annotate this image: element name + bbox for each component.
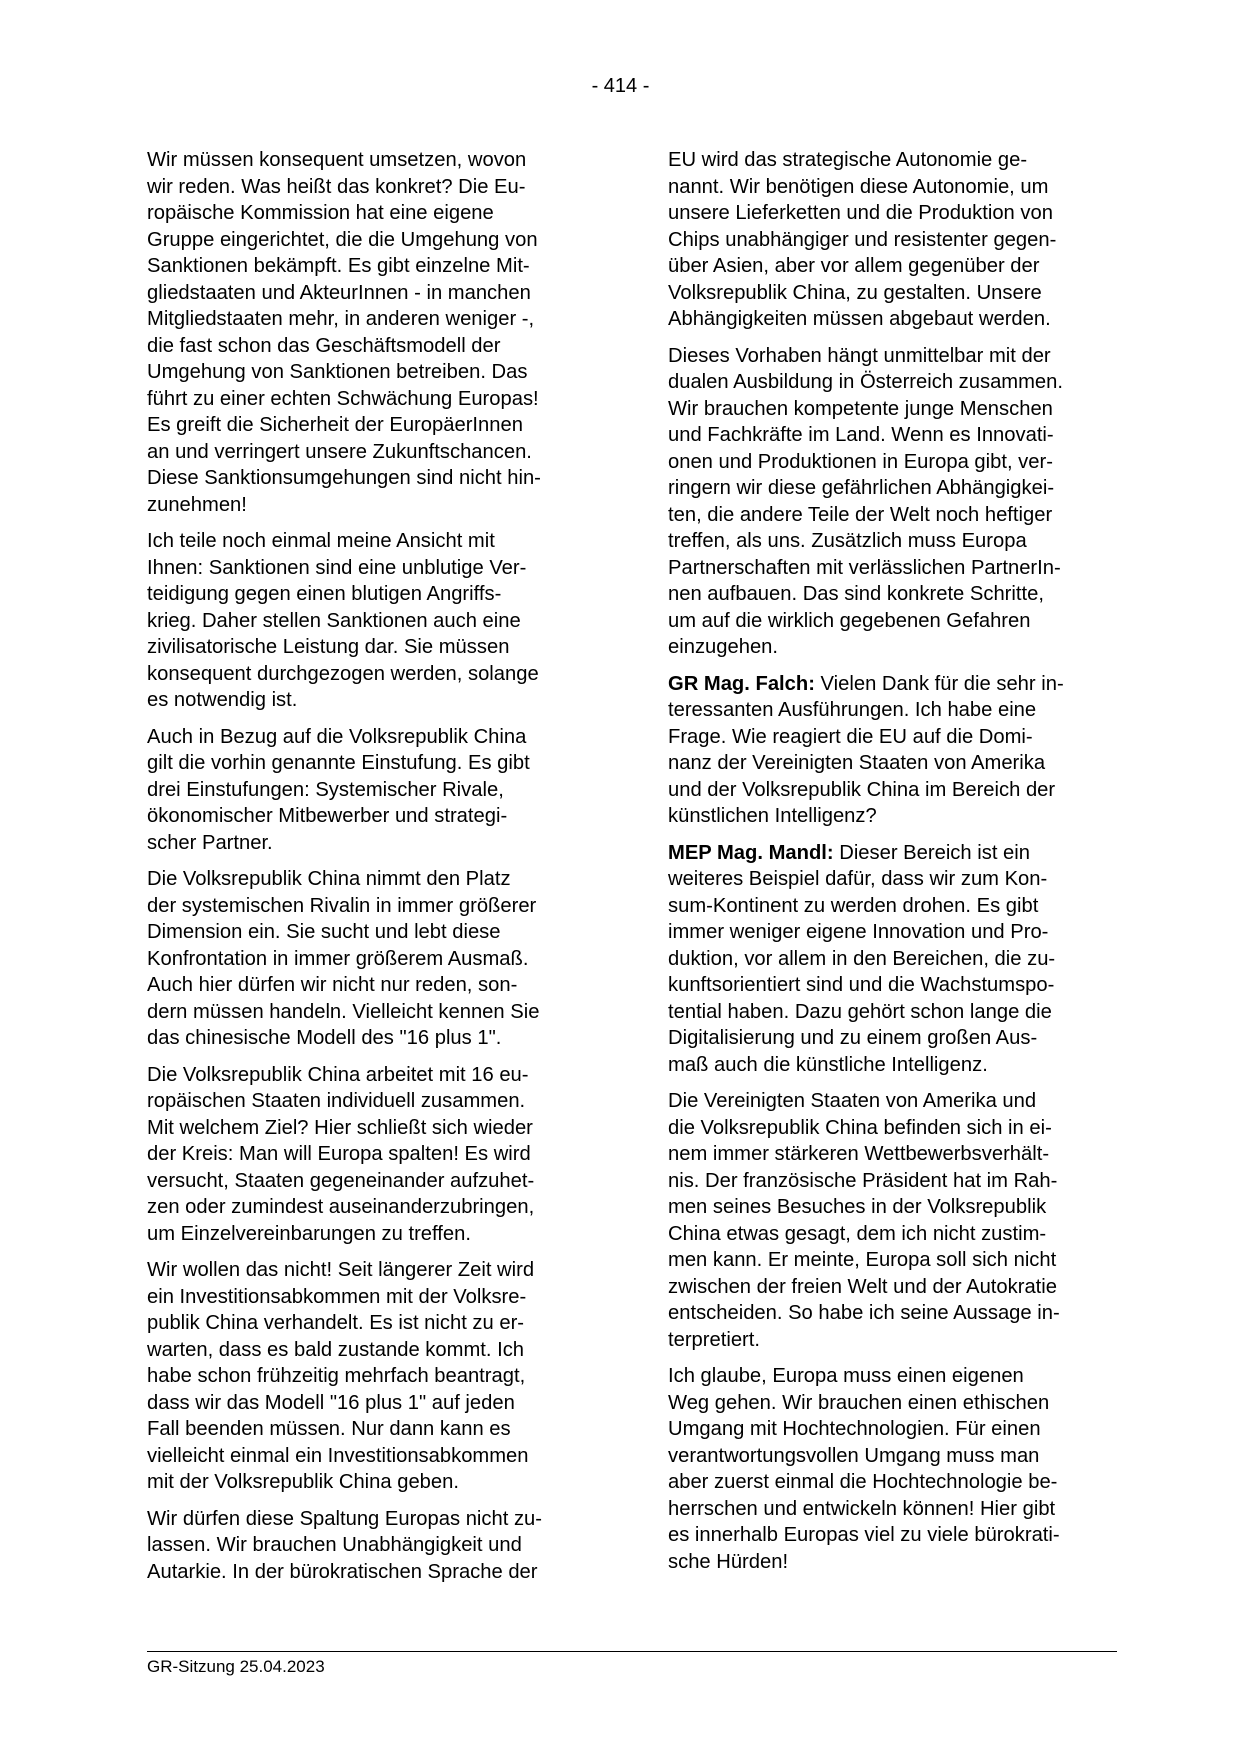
text-line: der systemischen Rivalin in immer größerer [147,894,537,917]
text-line: onen und Produktionen in Europa gibt, ver- [668,450,1053,473]
text-line: Die Volksrepublik China nimmt den Platz [147,868,511,890]
text-line: terpretiert. [668,1328,760,1351]
speaker-name: GR Mag. Falch: [668,672,815,695]
text-line: Umgehung von Sanktionen betreiben. Das [147,361,528,383]
text-line: Wir müssen konsequent umsetzen, wovon [147,149,527,171]
text-line: sche Hürden! [668,1550,789,1573]
text-line: men kann. Er meinte, Europa soll sich nicht [668,1249,1057,1271]
text-line: Wir dürfen diese Spaltung Europas nicht zu- [147,1507,542,1530]
text-line: Dieses Vorhaben hängt unmittelbar mit der [668,344,1051,367]
paragraph [147,866,600,1052]
text-line: und Fachkräfte im Land. Wenn es Innovati- [668,424,1054,446]
speech-text: Dieser Bereich ist ein [833,841,1030,864]
text-line: warten, dass es bald zustande kommt. Ich [147,1338,525,1361]
text-line: dualen Ausbildung in Österreich zusammen. [668,371,1063,393]
paragraph [668,343,1121,661]
text-line: verantwortungsvollen Umgang muss man [668,1444,1040,1467]
text-line: nannt. Wir benötigen diese Autonomie, um [668,175,1049,198]
text-line: teressanten Ausführungen. Ich habe eine [668,699,1037,721]
text-line: Ich glaube, Europa muss einen eigenen [668,1365,1024,1387]
text-line: unsere Lieferketten und die Produktion von [668,202,1053,224]
text-line: scher Partner. [147,831,273,854]
text-line: teidigung gegen einen blutigen Angriffs- [147,583,502,605]
text-line: die fast schon das Geschäftsmodell der [147,334,501,357]
text-line: zunehmen! [147,493,247,516]
text-line: zivilisatorische Leistung dar. Sie müssen [147,636,510,658]
text-line: Mit welchem Ziel? Hier schließt sich wieder [147,1116,533,1139]
text-line: künstlichen Intelligenz? [668,805,877,827]
text-line [668,840,1121,867]
text-line: herrschen und entwickeln können! Hier gibt [668,1497,1056,1520]
text-line: Ich teile noch einmal meine Ansicht mit [147,530,495,552]
text-line: gilt die vorhin genannte Einstufung. Es gibt [147,752,530,774]
paragraph [147,1062,600,1248]
text-line: Abhängigkeiten müssen abgebaut werden. [668,308,1051,330]
paragraph [147,147,600,518]
text-line: wir reden. Was heißt das konkret? Die Eu- [147,175,526,198]
text-line: Es greift die Sicherheit der EuropäerInnen [147,414,523,436]
text-line: Konfrontation in immer größerem Ausmaß. [147,947,529,970]
text-line: über Asien, aber vor allem gegenüber der [668,255,1040,277]
footer-divider [147,1651,1117,1652]
text-line: dern müssen handeln. Vielleicht kennen Sie [147,1000,540,1023]
text-line: tential haben. Dazu gehört schon lange die [668,1000,1052,1023]
text-line: Partnerschaften mit verlässlichen PartnerIn- [668,556,1061,579]
paragraph [668,147,1121,333]
text-line: weiteres Beispiel dafür, dass wir zum Kon- [668,868,1048,890]
paragraph [668,840,1121,1079]
paragraph [147,528,600,714]
paragraph [668,1363,1121,1575]
text-line: Weg gehen. Wir brauchen einen ethischen [668,1391,1050,1414]
right-column [668,147,1121,1585]
text-line: ein Investitionsabkommen mit der Volksre- [147,1285,527,1308]
text-line: publik China verhandelt. Es ist nicht zu er- [147,1312,525,1334]
text-line: ökonomischer Mitbewerber und strategi- [147,805,508,827]
text-line: Frage. Wie reagiert die EU auf die Domi- [668,725,1033,748]
text-line: nen aufbauen. Das sind konkrete Schritte, [668,583,1044,605]
text-line: Die Volksrepublik China arbeitet mit 16 eu- [147,1063,529,1086]
text-line: China etwas gesagt, dem ich nicht zustim- [668,1222,1047,1245]
speech-text: Vielen Dank für die sehr in- [814,672,1064,695]
text-line: und der Volksrepublik China im Bereich der [668,778,1056,801]
text-line: Wir brauchen kompetente junge Menschen [668,397,1053,420]
text-line: nis. Der französische Präsident hat im Rah- [668,1169,1058,1192]
paragraph [147,1257,600,1496]
text-line: krieg. Daher stellen Sanktionen auch eine [147,609,521,632]
text-line: Fall beenden müssen. Nur dann kann es [147,1418,511,1440]
text-line: Chips unabhängiger und resistenter gegen- [668,228,1057,251]
text-line: ringern wir diese gefährlichen Abhängigkei- [668,477,1055,499]
text-line [668,671,1121,698]
text-line: mit der Volksrepublik China geben. [147,1471,459,1493]
text-line: um auf die wirklich gegebenen Gefahren [668,609,1031,632]
text-line: versucht, Staaten gegeneinander aufzuhet- [147,1169,535,1192]
text-line: es notwendig ist. [147,689,298,711]
text-line: habe schon frühzeitig mehrfach beantragt, [147,1365,526,1387]
text-line: EU wird das strategische Autonomie ge- [668,149,1028,171]
text-line: Dimension ein. Sie sucht und lebt diese [147,921,501,943]
text-line: Mitgliedstaaten mehr, in anderen weniger -, [147,308,535,330]
text-line: Die Vereinigten Staaten von Amerika und [668,1090,1037,1112]
text-line: um Einzelvereinbarungen zu treffen. [147,1222,471,1245]
left-column [147,147,600,1595]
text-line: der Kreis: Man will Europa spalten! Es wird [147,1143,531,1165]
text-line: sum-Kontinent zu werden drohen. Es gibt [668,894,1039,917]
text-line: Wir wollen das nicht! Seit längerer Zeit wird [147,1259,535,1281]
paragraph [147,1506,600,1586]
text-line: Sanktionen bekämpft. Es gibt einzelne Mit- [147,255,530,277]
paragraph [668,1088,1121,1353]
text-line: Umgang mit Hochtechnologien. Für einen [668,1418,1041,1440]
text-line: dass wir das Modell "16 plus 1" auf jeden [147,1391,515,1414]
text-line: die Volksrepublik China befinden sich in ei- [668,1116,1052,1139]
text-line: entscheiden. So habe ich seine Aussage in- [668,1302,1060,1324]
paragraph [147,724,600,857]
text-line: Diese Sanktionsumgehungen sind nicht hin- [147,467,541,489]
text-line: treffen, als uns. Zusätzlich muss Europa [668,530,1027,552]
text-line: aber zuerst einmal die Hochtechnologie be- [668,1471,1058,1493]
text-line: Volksrepublik China, zu gestalten. Unsere [668,281,1042,304]
paragraph [668,671,1121,830]
text-line: einzugehen. [668,636,779,658]
text-line: gliedstaaten und AkteurInnen - in manchen [147,281,531,304]
text-line: das chinesische Modell des "16 plus 1". [147,1027,502,1049]
text-line: führt zu einer echten Schwächung Europas! [147,387,539,410]
text-line: Digitalisierung und zu einem großen Aus- [668,1027,1038,1049]
text-line: ropäischen Staaten individuell zusammen. [147,1090,526,1112]
text-line: ten, die andere Teile der Welt noch heftiger [668,503,1053,526]
text-line: nanz der Vereinigten Staaten von Amerika [668,752,1046,774]
speaker-name: MEP Mag. Mandl: [668,841,834,864]
text-line: Auch in Bezug auf die Volksrepublik China [147,725,527,748]
text-line: drei Einstufungen: Systemischer Rivale, [147,778,504,801]
page-number: - 414 - [591,75,650,97]
text-line: men seines Besuches in der Volksrepublik [668,1196,1047,1218]
text-line: zen oder zumindest auseinanderzubringen, [147,1196,535,1218]
text-line: es innerhalb Europas viel zu viele bürokrati- [668,1524,1060,1546]
text-line: an und verringert unsere Zukunftschancen. [147,440,532,463]
footer-session-date: GR-Sitzung 25.04.2023 [147,1657,325,1676]
text-line: kunftsorientiert sind und die Wachstumspo- [668,974,1055,996]
text-line: duktion, vor allem in den Bereichen, die zu- [668,947,1056,970]
text-line: Ihnen: Sanktionen sind eine unblutige Ver- [147,556,527,579]
text-line: Autarkie. In der bürokratischen Sprache der [147,1560,538,1583]
text-line: zwischen der freien Welt und der Autokratie [668,1275,1058,1298]
text-line: nem immer stärkeren Wettbewerbsverhält- [668,1143,1050,1165]
text-line: konsequent durchgezogen werden, solange [147,662,539,685]
text-line: Gruppe eingerichtet, die die Umgehung von [147,228,538,251]
text-line: maß auch die künstliche Intelligenz. [668,1053,988,1076]
text-line: lassen. Wir brauchen Unabhängigkeit und [147,1534,522,1556]
text-line: immer weniger eigene Innovation und Pro- [668,921,1049,943]
text-line: Auch hier dürfen wir nicht nur reden, son- [147,974,518,996]
text-line: vielleicht einmal ein Investitionsabkommen [147,1444,529,1467]
text-line: ropäische Kommission hat eine eigene [147,202,494,224]
